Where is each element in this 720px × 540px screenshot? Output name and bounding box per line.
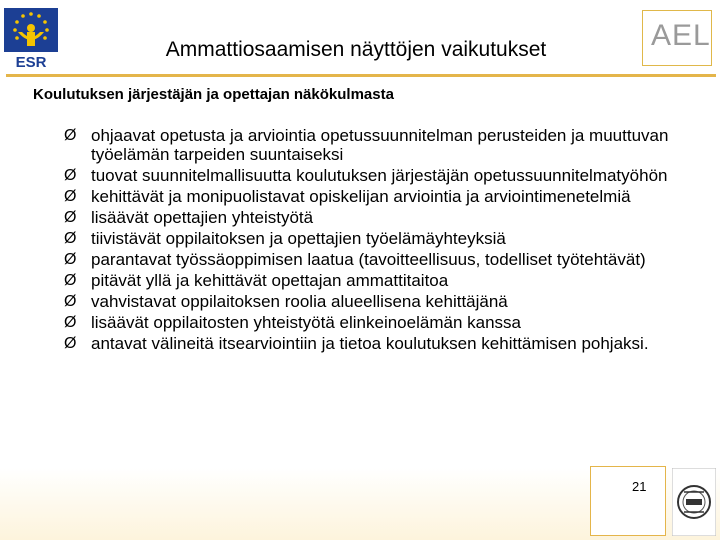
ael-logo	[642, 10, 712, 66]
list-item: Ø ohjaavat opetusta ja arviointia opetussuunnitelman perusteiden ja muuttuvan työelämän tarpeiden suuntaiseksi	[64, 126, 669, 164]
page-title: Ammattiosaamisen näyttöjen vaikutukset	[165, 38, 547, 61]
seal-logo	[672, 468, 716, 536]
list-item: Ø antavat välineitä itsearviointiin ja tietoa koulutuksen kehittämisen pohjaksi.	[64, 334, 649, 353]
header-divider	[6, 74, 716, 77]
arrow-bullet-icon: Ø	[64, 127, 77, 144]
bullet-list	[64, 126, 704, 355]
arrow-bullet-icon: Ø	[64, 272, 77, 289]
page-number: 21	[632, 479, 647, 494]
list-item: Ø lisäävät oppilaitosten yhteistyötä elinkeinoelämän kanssa	[64, 313, 521, 332]
arrow-bullet-icon: Ø	[64, 209, 77, 226]
arrow-bullet-icon: Ø	[64, 293, 77, 310]
arrow-bullet-icon: Ø	[64, 314, 77, 331]
page-subtitle: Koulutuksen järjestäjän ja opettajan näkökulmasta	[33, 86, 394, 103]
list-item: Ø tiivistävät oppilaitoksen ja opettajien työelämäyhteyksiä	[64, 229, 506, 248]
arrow-bullet-icon: Ø	[64, 335, 77, 352]
list-item: Ø kehittävät ja monipuolistavat opiskelijan arviointia ja arviointimenetelmiä	[64, 187, 631, 206]
list-item: Ø lisäävät opettajien yhteistyötä	[64, 208, 314, 227]
svg-text:ESR: ESR	[15, 54, 47, 70]
list-item: Ø parantavat työssäoppimisen laatua (tavoitteellisuus, todelliset työtehtävät)	[64, 250, 646, 269]
esr-logo	[4, 8, 58, 70]
arrow-bullet-icon: Ø	[64, 251, 77, 268]
ael-logo-text: AEL	[651, 19, 711, 52]
list-item: Ø tuovat suunnitelmallisuutta koulutuksen järjestäjän opetussuunnitelmatyöhön	[64, 166, 668, 185]
list-item: Ø pitävät yllä ja kehittävät opettajan ammattitaitoa	[64, 271, 449, 290]
arrow-bullet-icon: Ø	[64, 230, 77, 247]
list-item: Ø vahvistavat oppilaitoksen roolia alueellisena kehittäjänä	[64, 292, 508, 311]
arrow-bullet-icon: Ø	[64, 167, 77, 184]
page-number-box	[590, 466, 666, 536]
arrow-bullet-icon: Ø	[64, 188, 77, 205]
